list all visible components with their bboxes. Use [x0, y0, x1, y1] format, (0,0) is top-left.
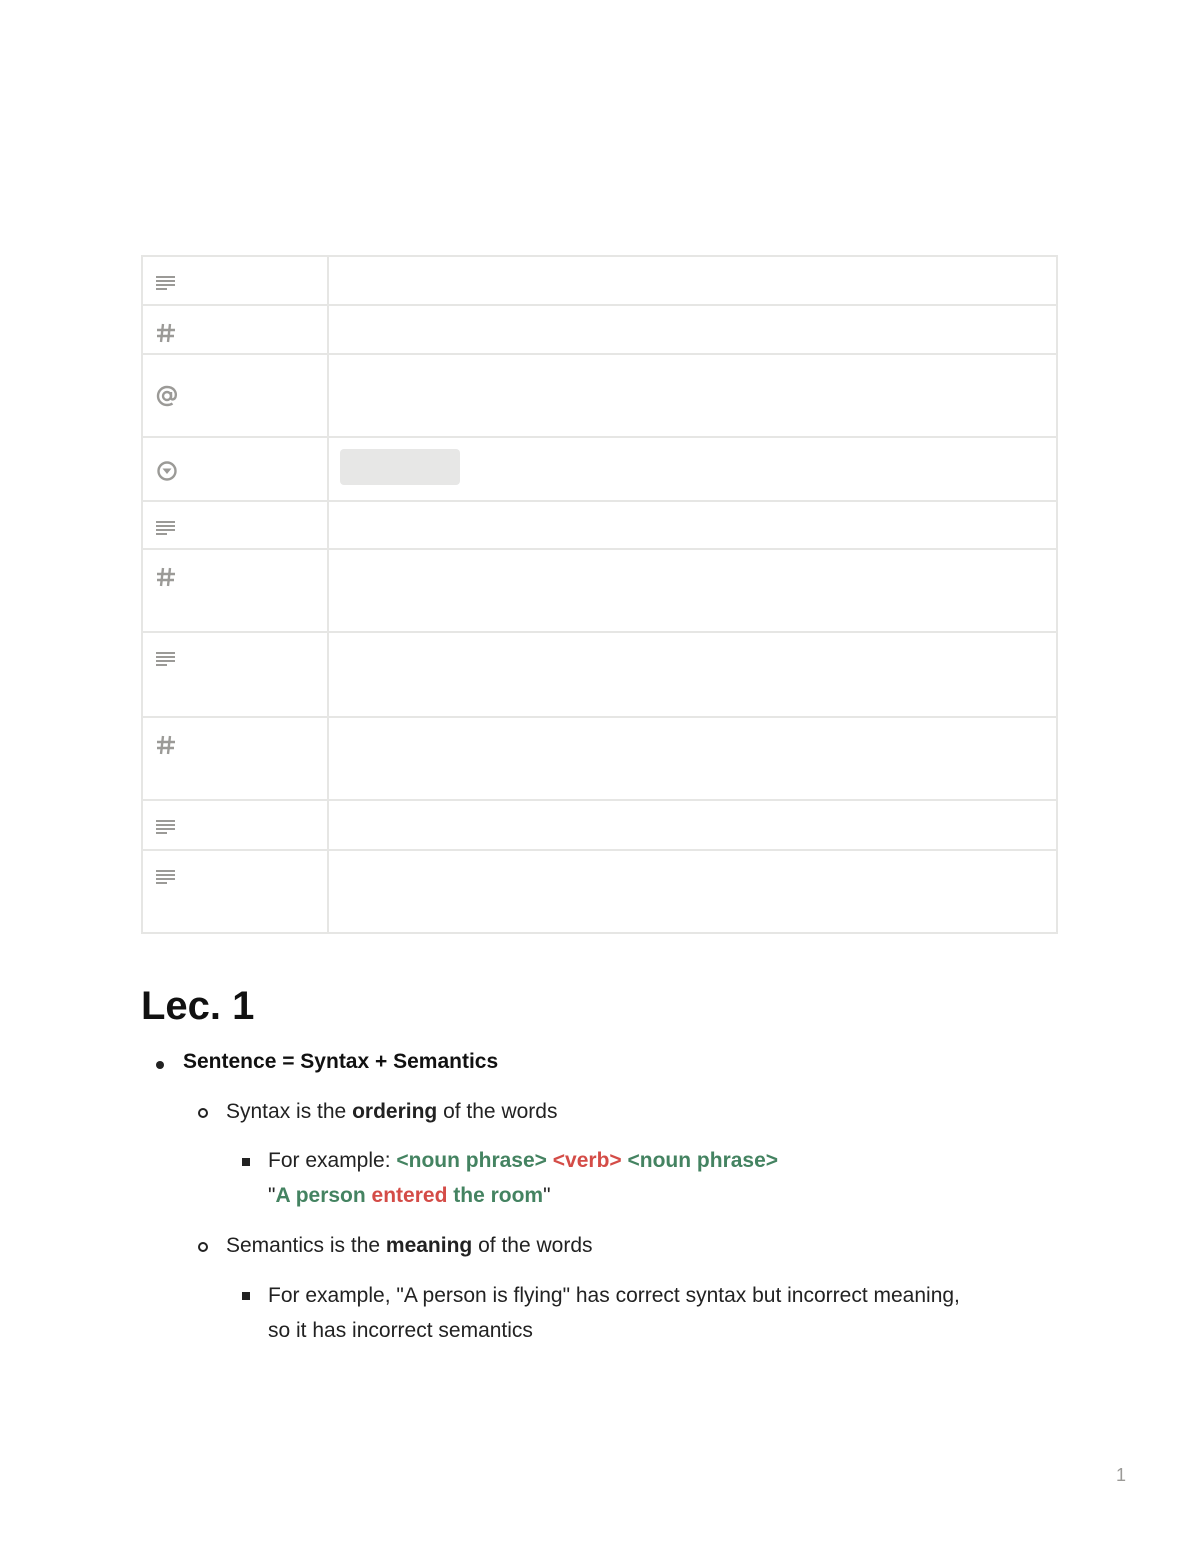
property-value-cell[interactable]	[328, 632, 1057, 717]
quote-close: "	[543, 1184, 551, 1207]
noun-phrase-tag: <noun phrase>	[627, 1149, 779, 1172]
property-key-cell[interactable]	[142, 305, 328, 354]
status-icon	[156, 460, 178, 480]
number-icon	[156, 567, 178, 587]
bullet-syntax	[226, 1098, 557, 1126]
bullet-circle	[198, 1108, 208, 1118]
syntax-text-post: of the words	[437, 1100, 558, 1123]
property-value-cell[interactable]	[328, 256, 1057, 305]
property-row	[142, 354, 1057, 437]
text-icon	[156, 868, 178, 888]
noun-phrase-tag: <noun phrase>	[396, 1149, 547, 1172]
property-key-cell[interactable]	[142, 549, 328, 632]
property-value-cell[interactable]	[328, 717, 1057, 800]
page-heading: Lec. 1	[141, 984, 255, 1028]
property-value-cell[interactable]	[328, 850, 1057, 933]
verb-tag: <verb>	[552, 1149, 622, 1172]
property-row	[142, 305, 1057, 354]
property-key-cell[interactable]	[142, 501, 328, 549]
property-key-cell[interactable]	[142, 800, 328, 850]
property-value-cell[interactable]	[328, 437, 1057, 501]
semantics-text-bold: meaning	[385, 1234, 473, 1257]
text-icon	[156, 650, 178, 670]
bullet-square	[242, 1158, 250, 1166]
email-icon	[156, 385, 178, 405]
property-row	[142, 256, 1057, 305]
example-sentence	[268, 1182, 551, 1210]
property-row	[142, 800, 1057, 850]
property-value-cell[interactable]	[328, 501, 1057, 549]
bullet-sentence-definition: Sentence = Syntax + Semantics	[183, 1050, 499, 1073]
property-key-cell[interactable]	[142, 256, 328, 305]
property-row	[142, 437, 1057, 501]
empty-select-pill[interactable]	[340, 449, 460, 485]
text-icon	[156, 274, 178, 294]
bullet-semantics	[226, 1232, 593, 1260]
text-icon	[156, 818, 178, 838]
syntax-text-bold: ordering	[352, 1100, 438, 1123]
number-icon	[156, 323, 178, 343]
property-key-cell[interactable]	[142, 850, 328, 933]
bullet-square	[242, 1292, 250, 1300]
example-verb: entered	[371, 1184, 448, 1207]
text-icon	[156, 519, 178, 539]
bullet-circle	[198, 1242, 208, 1252]
property-key-cell[interactable]	[142, 354, 328, 437]
bullet-semantics-example-line2: so it has incorrect semantics	[268, 1319, 533, 1342]
properties-table	[141, 255, 1058, 934]
property-key-cell[interactable]	[142, 437, 328, 501]
quote-open: "	[268, 1184, 276, 1207]
property-value-cell[interactable]	[328, 354, 1057, 437]
property-row	[142, 850, 1057, 933]
property-value-cell[interactable]	[328, 305, 1057, 354]
syntax-text-pre: Syntax is the	[226, 1100, 353, 1123]
property-row	[142, 501, 1057, 549]
semantics-text-pre: Semantics is the	[226, 1234, 386, 1257]
page-number: 1	[1116, 1465, 1127, 1485]
property-value-cell[interactable]	[328, 800, 1057, 850]
property-key-cell[interactable]	[142, 717, 328, 800]
property-key-cell[interactable]	[142, 632, 328, 717]
property-row	[142, 549, 1057, 632]
semantics-text-post: of the words	[472, 1234, 593, 1257]
bullet-disc	[156, 1061, 164, 1069]
property-row	[142, 717, 1057, 800]
property-value-cell[interactable]	[328, 549, 1057, 632]
example-noun-phrase: the room	[453, 1184, 544, 1207]
number-icon	[156, 735, 178, 755]
example-noun-phrase: A person	[275, 1184, 366, 1207]
bullet-syntax-example	[268, 1147, 778, 1175]
example-lead: For example:	[268, 1149, 397, 1172]
bullet-semantics-example-line1: For example, "A person is flying" has correct syntax but incorrect meaning,	[268, 1284, 960, 1307]
property-row	[142, 632, 1057, 717]
